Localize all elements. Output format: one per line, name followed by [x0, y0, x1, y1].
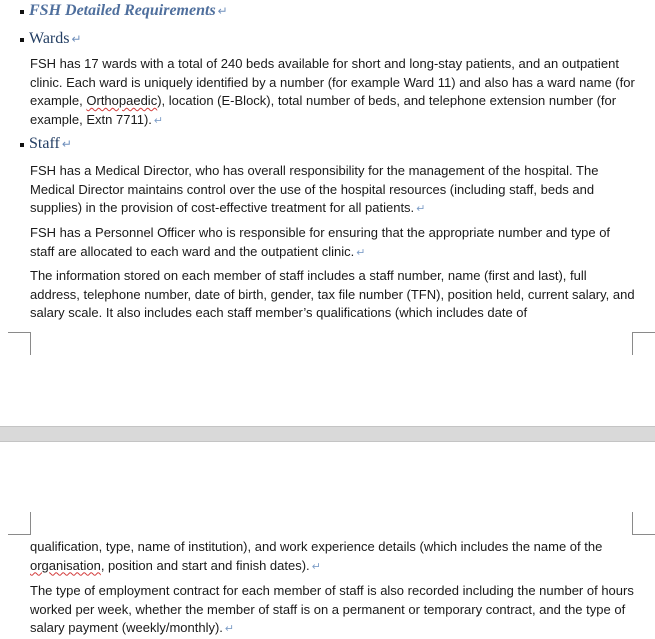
- list-bullet-icon: [20, 143, 24, 147]
- paragraph-mark-icon: ↵: [224, 623, 235, 635]
- page-corner-mark: [632, 512, 655, 535]
- paragraph-mark-icon: ↵: [311, 560, 321, 573]
- paragraph-mark-icon: ↵: [71, 32, 82, 46]
- spelling-flagged-word[interactable]: Orthopaedic: [86, 93, 158, 108]
- heading-wards: [20, 30, 82, 48]
- heading-text: FSH Detailed Requirements: [29, 2, 216, 19]
- paragraph-mark-icon: ↵: [217, 4, 228, 18]
- list-bullet-icon: [20, 38, 24, 42]
- list-bullet-icon: [20, 10, 24, 14]
- paragraph-staff-2[interactable]: FSH has a Personnel Officer who is responsible for ensuring that the appropriate number and type of staff are allocated to each ward and the outpatient clinic. ↵: [30, 225, 611, 259]
- paragraph-staff-3-continued[interactable]: qualification, type, name of institution), and work experience details (which includes the name of the organisation, position and start and finish dates). ↵: [30, 539, 603, 573]
- page-corner-mark: [632, 332, 655, 355]
- paragraph-staff-4[interactable]: The type of employment contract for each member of staff is also recorded including the number of hours worked per week, whether the member of staff is on a permanent or temporary contract, and the type of salary payment (weekly/monthly). ↵: [30, 583, 634, 635]
- heading-fsh-detailed-requirements: [20, 2, 228, 20]
- paragraph-mark-icon: ↵: [356, 246, 366, 259]
- paragraph-mark-icon: ↵: [61, 137, 72, 151]
- heading-text: Staff: [29, 135, 60, 152]
- page-break-gap: [0, 426, 655, 442]
- paragraph-staff-3[interactable]: The information stored on each member of staff includes a staff number, name (first and last), full address, telephone number, date of birth, gender, tax file number (TFN), position held, current salary, and salary scale. It also includes each staff member’s qualifications (which includes date of: [30, 268, 635, 320]
- paragraph-mark-icon: ↵: [153, 114, 164, 127]
- paragraph-wards-1[interactable]: FSH has 17 wards with a total of 240 beds available for short and long-stay patients, and an outpatient clinic. Each ward is uniquely identified by a number (for example Ward 11) and also has a ward name (for example, Orthopaedic), location (E-Block), total number of beds, and telephone extension number (for example, Extn 7711). ↵: [30, 56, 635, 127]
- paragraph-staff-1[interactable]: FSH has a Medical Director, who has overall responsibility for the management of the hospital. The Medical Director maintains control over the use of the hospital resources (including staff, beds and supplies) in the provision of cost-effective treatment for all patients. ↵: [30, 163, 599, 215]
- heading-text: Wards: [29, 30, 70, 47]
- heading-staff: [20, 135, 72, 153]
- page-corner-mark: [8, 332, 31, 355]
- spelling-flagged-word[interactable]: organisation: [30, 557, 101, 573]
- paragraph-mark-icon: ↵: [416, 203, 426, 215]
- document-page-2: [0, 442, 655, 637]
- page-corner-mark: [8, 512, 31, 535]
